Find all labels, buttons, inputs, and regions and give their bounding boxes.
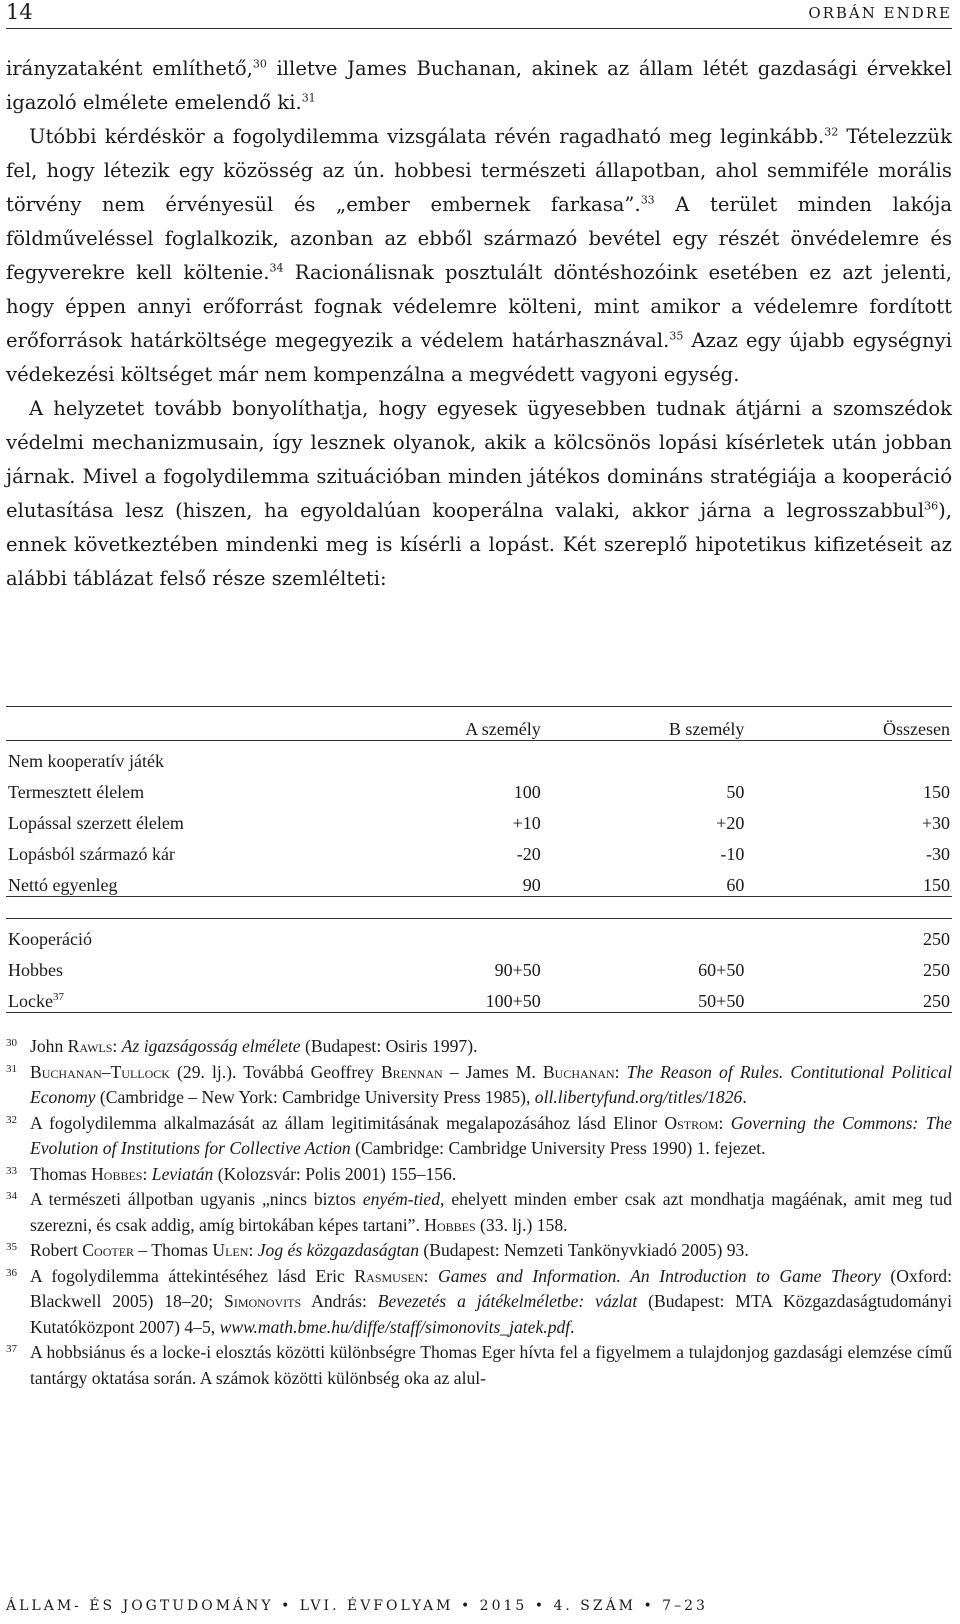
table-cell: 250 xyxy=(746,981,952,1013)
footnote-link[interactable]: www.math.bme.hu/diffe/staff/simonovits_jatek.pdf xyxy=(219,1316,571,1337)
footnote-ref-30[interactable]: 30 xyxy=(252,57,267,71)
page-number: 14 xyxy=(6,0,33,24)
footnote-ref-37[interactable]: 37 xyxy=(52,991,64,1003)
table-row xyxy=(6,950,952,981)
table-header-cell: B személy xyxy=(543,707,747,741)
table-cell: Nettó egyenleg xyxy=(6,865,325,897)
table-cell: 150 xyxy=(746,865,952,897)
footnote-link[interactable]: oll.libertyfund.org/titles/1826 xyxy=(534,1087,743,1107)
table-cell: 60 xyxy=(543,865,747,897)
footnote-34: 34 A természeti állpotban ugyanis „nincs biztos enyém-tied, ehelyett minden ember csak azt mondhatja magáénak, amit meg tud szerezni, és csak addig, amíg birtokában képes tartani”. Hobbes (33. lj.) 158. xyxy=(6,1189,953,1235)
table-cell xyxy=(543,741,747,773)
table-cell: 100 xyxy=(513,782,541,802)
table-row xyxy=(6,741,952,773)
table-cell: -20 xyxy=(516,844,541,864)
table-cell: 150 xyxy=(923,782,950,802)
table-row xyxy=(6,865,952,897)
running-header xyxy=(6,0,952,29)
paragraph-3: A helyzetet tovább bonyolíthatja, hogy egyesek ügyesebben tudnak átjárni a szomszédok védelmi mechanizmusain, így lesznek olyanok, akik a kölcsönös lopási kísérletek után jobban járnak. Mivel a fogolydilemma szituációban minden játékos domináns stratégiája a kooperáció elutasítása lesz (hiszen, ha egyoldalúan kooperálna valaki, akkor járna a legrosszabbul$^{36}$), ennek következtében mindenki meg is kísérli a lopást. Két szereplő hipotetikus kifizetéseit az alábbi táblázat felső része szemlélteti: xyxy=(6,397,952,590)
table-cell: 100+50 xyxy=(325,981,543,1013)
table-row xyxy=(6,834,952,865)
table-cell: Termesztett élelem xyxy=(8,782,145,802)
table-cell: 90 xyxy=(325,865,543,897)
footnote-37: 37 A hobbsiánus és a locke-i elosztás közötti különbségre Thomas Eger hívta fel a figyelmem a tulajdonjog gazdasági elemzése című tantárgy oktatása során. A számok közötti különbség oka az alul- xyxy=(6,1342,952,1388)
table-cell: Locke$^{37}$ xyxy=(6,981,325,1013)
table-cell: +10 xyxy=(512,813,541,833)
footnote-ref-33[interactable]: 33 xyxy=(640,193,655,207)
table-header-row xyxy=(6,707,952,741)
footnote-ref-35[interactable]: 35 xyxy=(669,329,684,343)
table-cell: Nem kooperatív játék xyxy=(6,741,325,773)
table-cell: Lopásból származó kár xyxy=(8,844,175,864)
journal-footer: ÁLLAM- ÉS JOGTUDOMÁNY • LVI. ÉVFOLYAM • 2015 • 4. SZÁM • 7–23 xyxy=(6,1598,708,1614)
table-cell: +20 xyxy=(716,813,745,833)
paragraph-2: Utóbbi kérdéskör a fogolydilemma vizsgálata révén ragadható meg leginkább.$^{32}$ Tételezzük fel, hogy létezik egy közösség az ún. hobbesi természeti állapotban, ahol semmiféle morális törvény nem érvényesül és „ember embernek farkasa”.$^{33}$ A terület minden lakója földműveléssel foglalkozik, azonban az ebből származó bevétel egy részét önvédelemre és fegyverekre kell költenie.$^{34}$ Racionálisnak posztulált döntéshozóink esetében ez azt jelenti, hogy éppen annyi erőforrást fognak védelemre költeni, mint amikor a védelemre fordított erőforrások határköltsége megegyezik a védelem határhasznával.$^{35}$ Azaz egy újabb egységnyi védekezési költséget már nem kompenzálna a megvédett vagyoni egység. xyxy=(6,125,953,386)
table-cell xyxy=(543,919,747,951)
table-cell: Kooperáció xyxy=(6,919,325,951)
table-cell: 50 xyxy=(726,782,745,802)
footnote-ref-32[interactable]: 32 xyxy=(824,125,839,139)
footnote-33: 33 Thomas Hobbes: Leviatán (Kolozsvár: Polis 2001) 155–156. xyxy=(6,1163,457,1184)
table-cell xyxy=(325,919,543,951)
body-text xyxy=(6,52,952,596)
footnote-ref-36[interactable]: 36 xyxy=(924,499,939,513)
table-cell: Hobbes xyxy=(8,960,63,980)
table-cell xyxy=(746,741,952,773)
footnote-36: 36 A fogolydilemma áttekintéséhez lásd Eric Rasmusen: Games and Information. An Introduction to Game Theory (Oxford: Blackwell 2005) 18–20; Simonovits András: Bevezetés a játékelméletbe: vázlat (Budapest: MTA Közgazdaságtudományi Kutatóközpont 2007) 4–5, www.math.bme.hu/diffe/staff/simonovits_jatek.pdf. xyxy=(6,1265,952,1337)
table-row xyxy=(6,772,952,803)
payoff-table xyxy=(6,706,952,1013)
footnote-35: 35 Robert Cooter – Thomas Ulen: Jog és közgazdaságtan (Budapest: Nemzeti Tankönyvkiadó 2005) 93. xyxy=(6,1240,749,1260)
table-cell: -30 xyxy=(926,844,950,864)
table-cell: 50+50 xyxy=(543,981,747,1013)
table-cell: 90+50 xyxy=(494,960,541,980)
paragraph-1: irányzataként említhető,$^{30}$ illetve James Buchanan, akinek az állam létét gazdasági érvekkel igazoló elmélete emelendő ki.$^{31}$ xyxy=(6,57,953,114)
table-cell: -10 xyxy=(720,844,745,864)
footnote-ref-31[interactable]: 31 xyxy=(301,91,316,105)
footnote-30: 30 John Rawls: Az igazságosság elmélete (Budapest: Osiris 1997). xyxy=(6,1036,478,1056)
table-row xyxy=(6,803,952,834)
running-author: ORBÁN ENDRE xyxy=(808,4,952,22)
table-row xyxy=(6,919,952,951)
footnote-ref-34[interactable]: 34 xyxy=(269,261,284,275)
table-row xyxy=(6,981,952,1013)
table-header-cell xyxy=(6,707,325,741)
table-cell xyxy=(325,741,543,773)
footnote-31: 31 Buchanan–Tullock (29. lj.). Továbbá Geoffrey Brennan – James M. Buchanan: The Reason of Rules. Contitutional Political Economy (Cambridge – New York: Cambridge University Press 1985), oll.libertyfund.org/titles/1826. xyxy=(6,1061,952,1107)
table-cell: 60+50 xyxy=(698,960,745,980)
table-header-cell: Összesen xyxy=(746,707,952,741)
table-cell: 250 xyxy=(746,919,952,951)
table-cell: Lopással szerzett élelem xyxy=(8,813,184,833)
footnotes xyxy=(6,1034,952,1391)
table-spacer xyxy=(6,897,952,919)
table-cell: +30 xyxy=(921,813,950,833)
table-header-cell: A személy xyxy=(325,707,543,741)
table-cell: 250 xyxy=(923,960,950,980)
footnote-32: 32 A fogolydilemma alkalmazását az állam legitimitásának megalapozásához lásd Elinor Ostrom: Governing the Commons: The Evolution of Institutions for Collective Action (Cambridge: Cambridge University Press 1990) 1. fejezet. xyxy=(6,1112,952,1158)
